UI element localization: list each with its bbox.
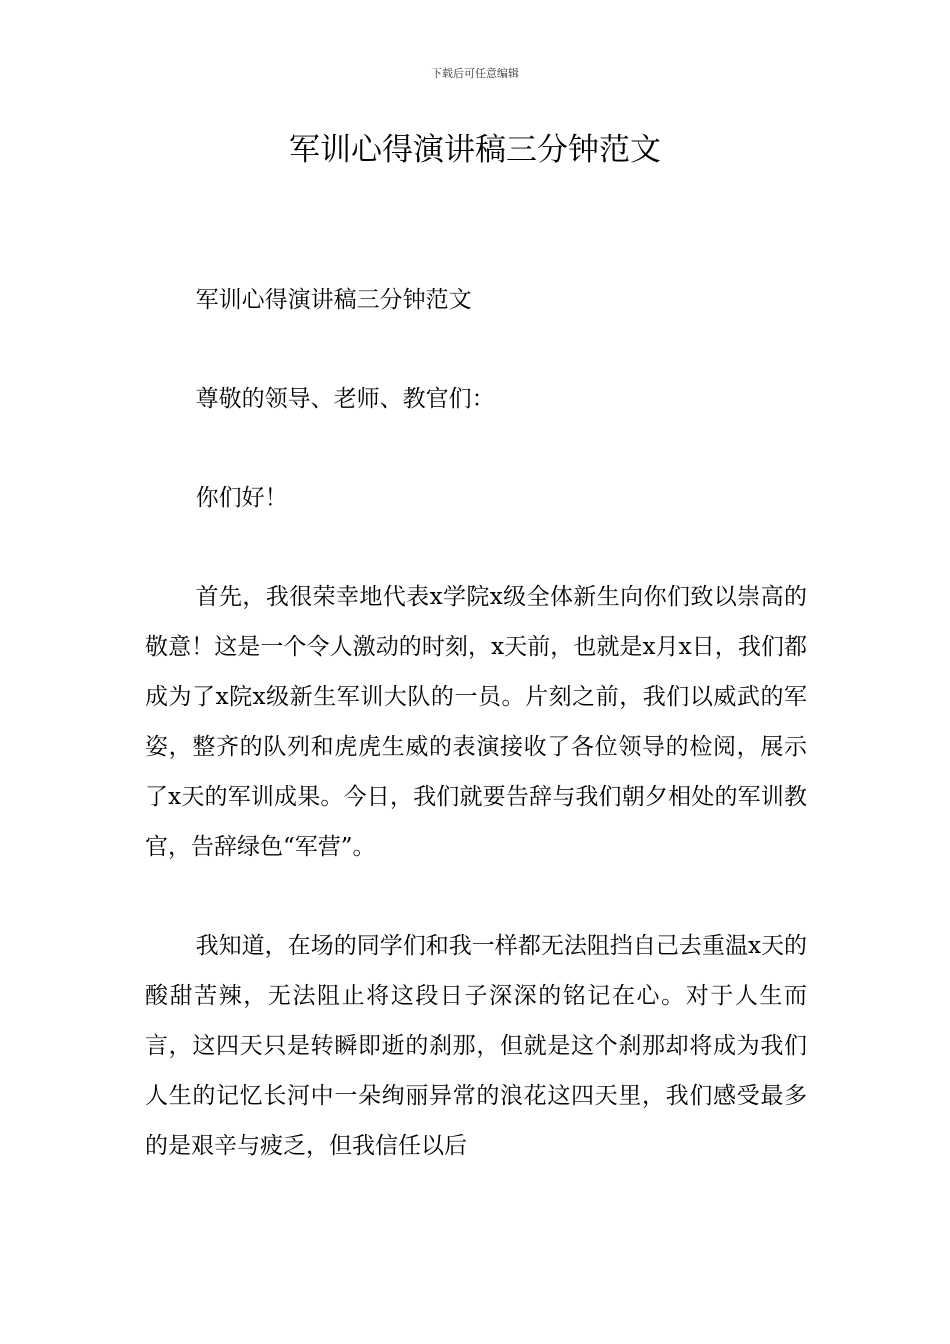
paragraph-subtitle: 军训心得演讲稿三分钟范文 <box>195 287 472 313</box>
header-note: 下载后可任意编辑 <box>431 67 519 80</box>
document-title: 军训心得演讲稿三分钟范文 <box>289 132 661 168</box>
paragraph-body-1: 首先，我很荣幸地代表x学院x级全体新生向你们致以崇高的敬意！这是一个令人激动的时刻，x天前，也就是x月x日，我们都成为了x院x级新生军训大队的一员。片刻之前，我们以威武的军姿，整齐的队列和虎虎生威的表演接收了各位领导的检阅，展示了x天的军训成果。今日，我们就要告辞与我们朝夕相处的军训教官，告辞绿色“军营”。 <box>145 584 807 860</box>
paragraph-salutation: 尊敬的领导、老师、教官们： <box>195 386 495 412</box>
document-body <box>145 275 807 1171</box>
paragraph-body-2: 我知道，在场的同学们和我一样都无法阻挡自己去重温x天的酸甜苦辣，无法阻止将这段日子深深的铭记在心。对于人生而言，这四天只是转瞬即逝的刹那，但就是这个刹那却将成为我们人生的记忆长河中一朵绚丽异常的浪花这四天里，我们感受最多的是艰辛与疲乏，但我信任以后 <box>145 933 807 1159</box>
paragraph-greeting: 你们好！ <box>195 485 288 511</box>
